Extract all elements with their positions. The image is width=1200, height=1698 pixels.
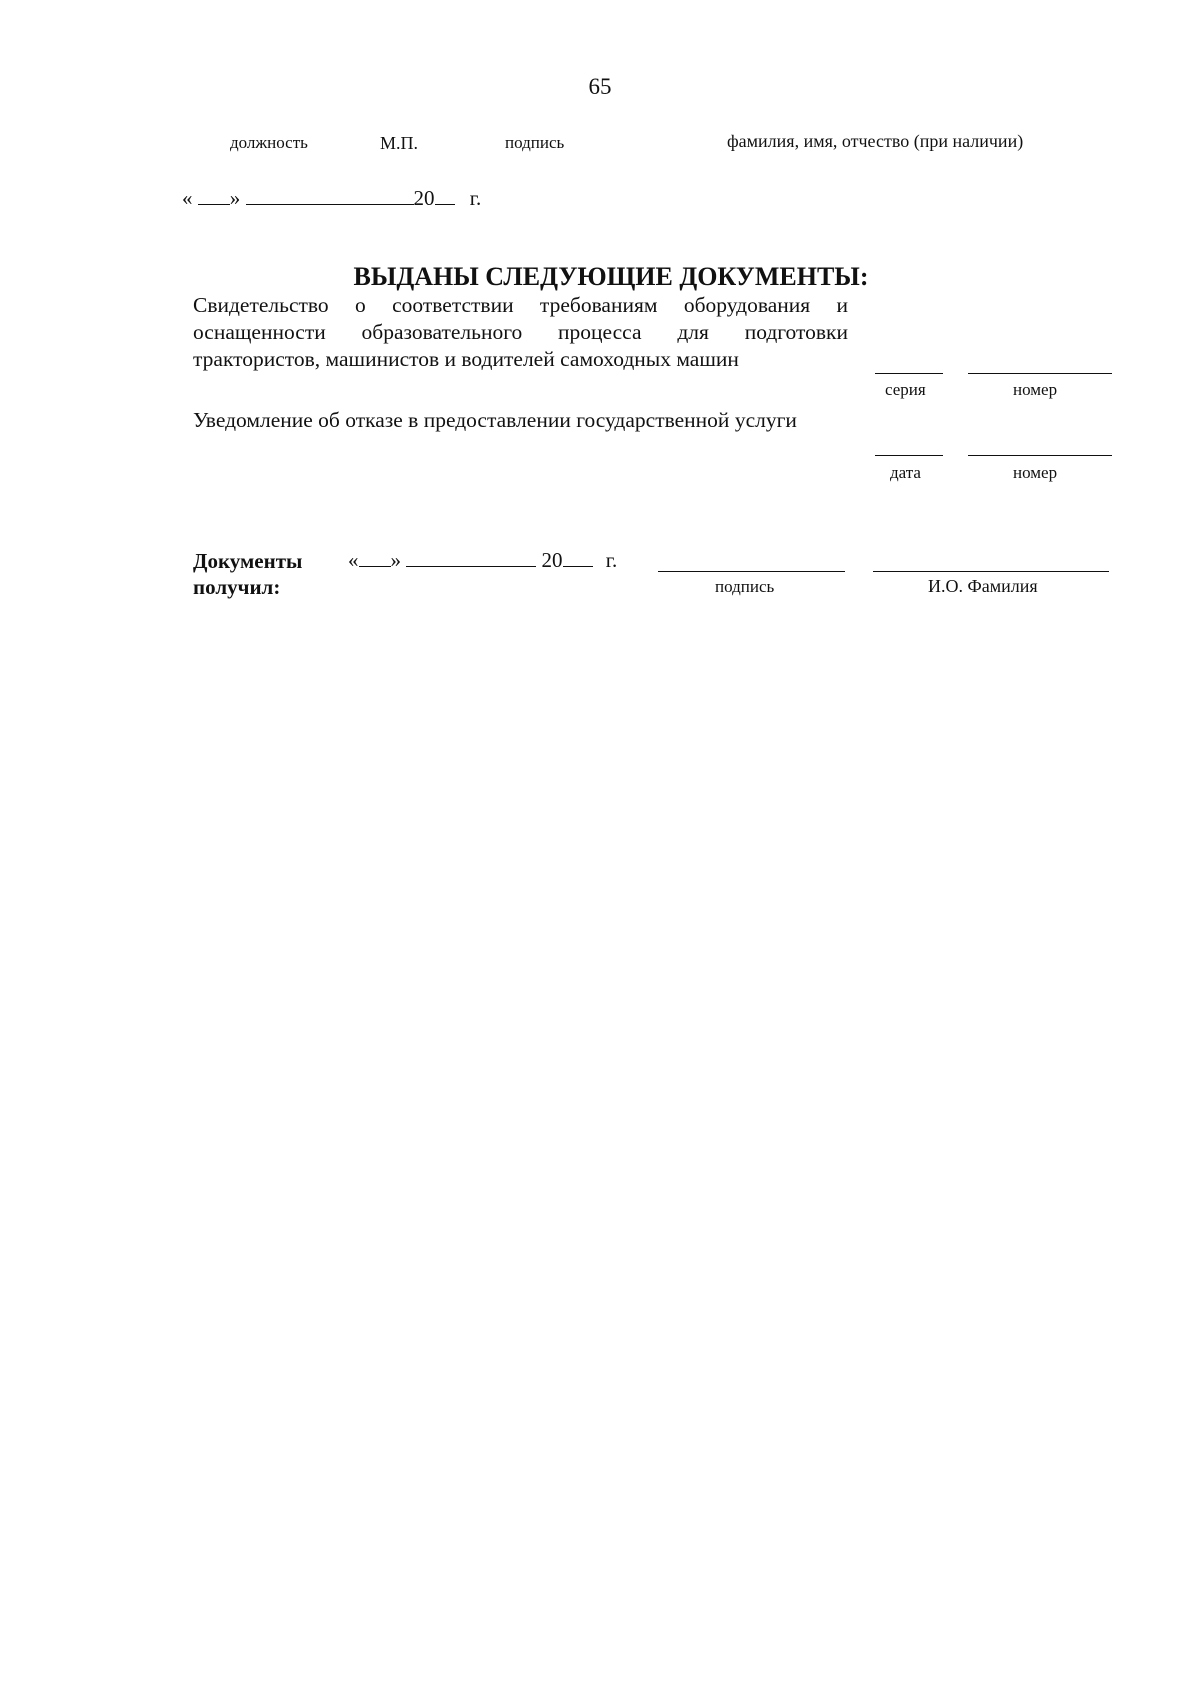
received-day-blank: [359, 548, 391, 567]
year-blank: [435, 186, 455, 205]
date-open-quote: «: [182, 186, 193, 210]
signature-label: подпись: [505, 133, 565, 152]
received-year-suffix: г.: [605, 548, 618, 572]
received-signature-caption: подпись: [715, 577, 775, 596]
series-line: [875, 373, 943, 374]
position-label: должность: [230, 133, 308, 152]
series-caption: серия: [885, 380, 926, 399]
page-number: 65: [588, 74, 612, 99]
date-line-blank: [875, 455, 943, 456]
received-signature-line: [658, 571, 845, 572]
documents-heading: ВЫДАНЫ СЛЕДУЮЩИЕ ДОКУМЕНТЫ:: [353, 262, 869, 291]
date-caption: дата: [890, 463, 921, 482]
document-item-refusal: Уведомление об отказе в предоставлении государственной услуги: [193, 408, 797, 432]
date-year-suffix: г.: [469, 186, 482, 210]
day-blank: [198, 186, 230, 205]
received-open-quote: «: [348, 548, 359, 572]
certificate-number-caption: номер: [1013, 380, 1058, 399]
received-label: Документы получил:: [193, 549, 303, 599]
date-line: [182, 186, 481, 211]
stamp-label: М.П.: [380, 133, 419, 153]
date-year-prefix: 20: [413, 186, 435, 210]
date-close-quote: »: [229, 186, 241, 210]
month-blank: [246, 186, 414, 205]
refusal-number-caption: номер: [1013, 463, 1058, 482]
refusal-number-line: [968, 455, 1112, 456]
certificate-number-line: [968, 373, 1112, 374]
received-year-prefix: 20: [541, 548, 563, 572]
received-close-quote: »: [390, 548, 401, 572]
fio-label: фамилия, имя, отчество (при наличии): [727, 131, 1024, 151]
received-month-blank: [406, 548, 536, 567]
document-item-certificate: Свидетельство о соответствии требованиям оборудования и оснащенности образовательного процесса для подготовки трактористов, машинистов и водителей самоходных машин: [193, 293, 848, 371]
received-year-blank: [563, 548, 593, 567]
received-name-line: [873, 571, 1109, 572]
received-name-caption: И.О. Фамилия: [928, 576, 1038, 596]
received-date: [348, 548, 617, 573]
